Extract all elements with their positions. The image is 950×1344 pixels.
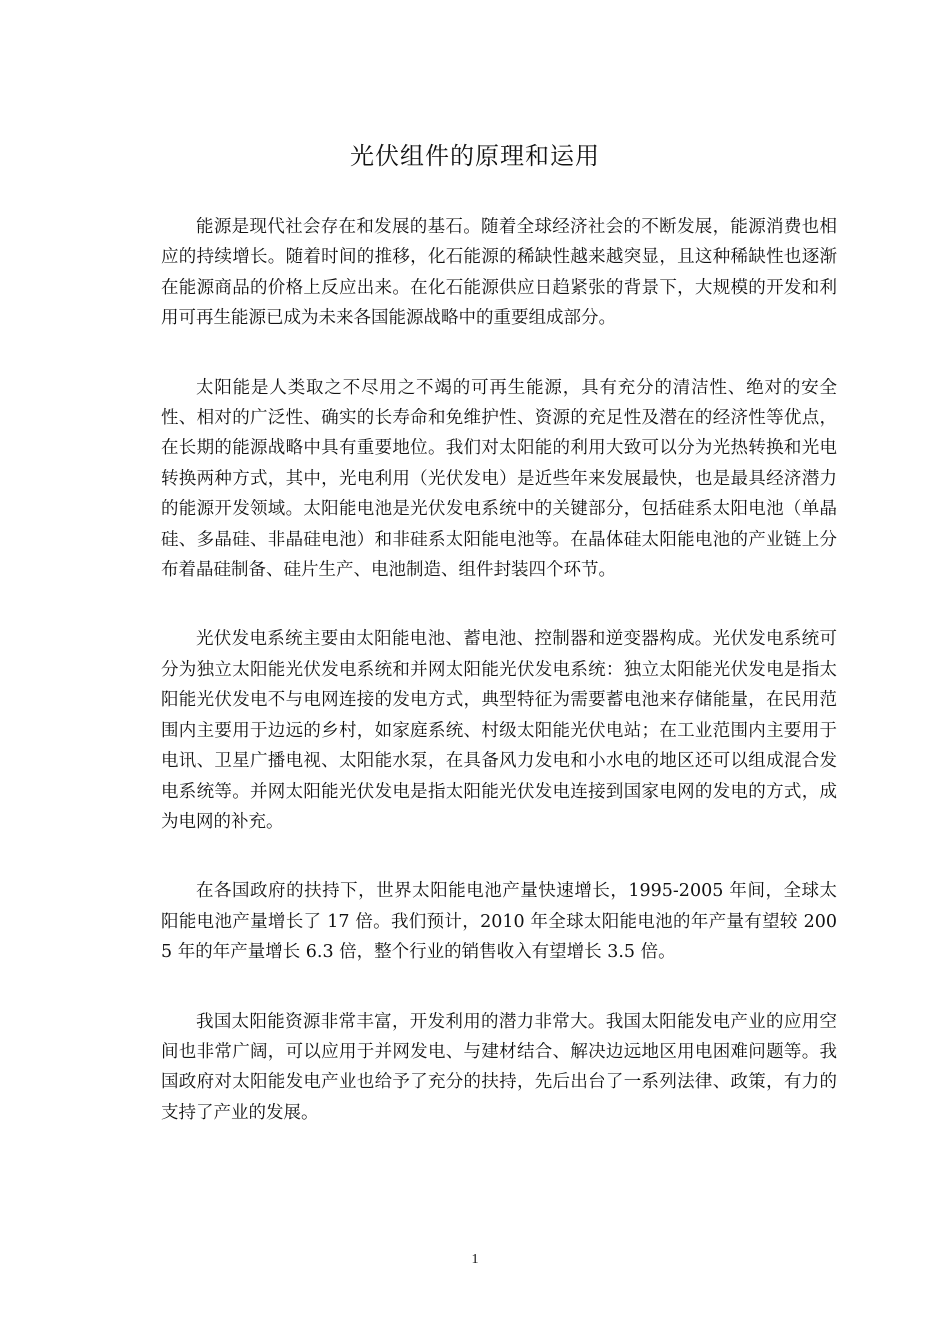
document-title: 光伏组件的原理和运用 bbox=[350, 142, 600, 170]
paragraph-pv-system: 光伏发电系统主要由太阳能电池、蓄电池、控制器和逆变器构成。光伏发电系统可分为独立太阳能光伏发电系统和并网太阳能光伏发电系统：独立太阳能光伏发电是指太阳能光伏发电不与电网连接的发电方式，典型特征为需要蓄电池来存储能量，在民用范围内主要用于边远的乡村，如家庭系统、村级太阳能光伏电站；在工业范围内主要用于电讯、卫星广播电视、太阳能水泵，在具备风力发电和小水电的地区还可以组成混合发电系统等。并网太阳能光伏发电是指太阳能光伏发电连接到国家电网的发电的方式，成为电网的补充。 bbox=[161, 629, 837, 832]
paragraph-solar-energy: 太阳能是人类取之不尽用之不竭的可再生能源，具有充分的清洁性、绝对的安全性、相对的广泛性、确实的长寿命和免维护性、资源的充足性及潜在的经济性等优点，在长期的能源战略中具有重要地位。我们对太阳能的利用大致可以分为光热转换和光电转换两种方式，其中，光电利用（光伏发电）是近些年来发展最快，也是最具经济潜力的能源开发领域。太阳能电池是光伏发电系统中的关键部分，包括硅系太阳电池（单晶硅、多晶硅、非晶硅电池）和非硅系太阳能电池等。在晶体硅太阳能电池的产业链上分布着晶硅制备、硅片生产、电池制造、组件封装四个环节。 bbox=[161, 377, 837, 581]
page-number: 1 bbox=[471, 1252, 479, 1267]
paragraph-energy-foundation: 能源是现代社会存在和发展的基石。随着全球经济社会的不断发展，能源消费也相应的持续增长。随着时间的推移，化石能源的稀缺性越来越突显，且这种稀缺性也逐渐在能源商品的价格上反应出来。在化石能源供应日趋紧张的背景下，大规模的开发和利用可再生能源已成为未来各国能源战略中的重要组成部分。 bbox=[161, 217, 837, 329]
document-body bbox=[161, 212, 837, 1167]
paragraph-global-production: 在各国政府的扶持下，世界太阳能电池产量快速增长，1995-2005 年间，全球太阳能电池产量增长了 17 倍。我们预计，2010 年全球太阳能电池的年产量有望较 2005 年的年产量增长 6.3 倍，整个行业的销售收入有望增长 3.5 倍。 bbox=[161, 881, 837, 963]
paragraph-china-resources: 我国太阳能资源非常丰富，开发利用的潜力非常大。我国太阳能发电产业的应用空间也非常广阔，可以应用于并网发电、与建材结合、解决边远地区用电困难问题等。我国政府对太阳能发电产业也给予了充分的扶持，先后出台了一系列法律、政策，有力的支持了产业的发展。 bbox=[161, 1011, 837, 1123]
